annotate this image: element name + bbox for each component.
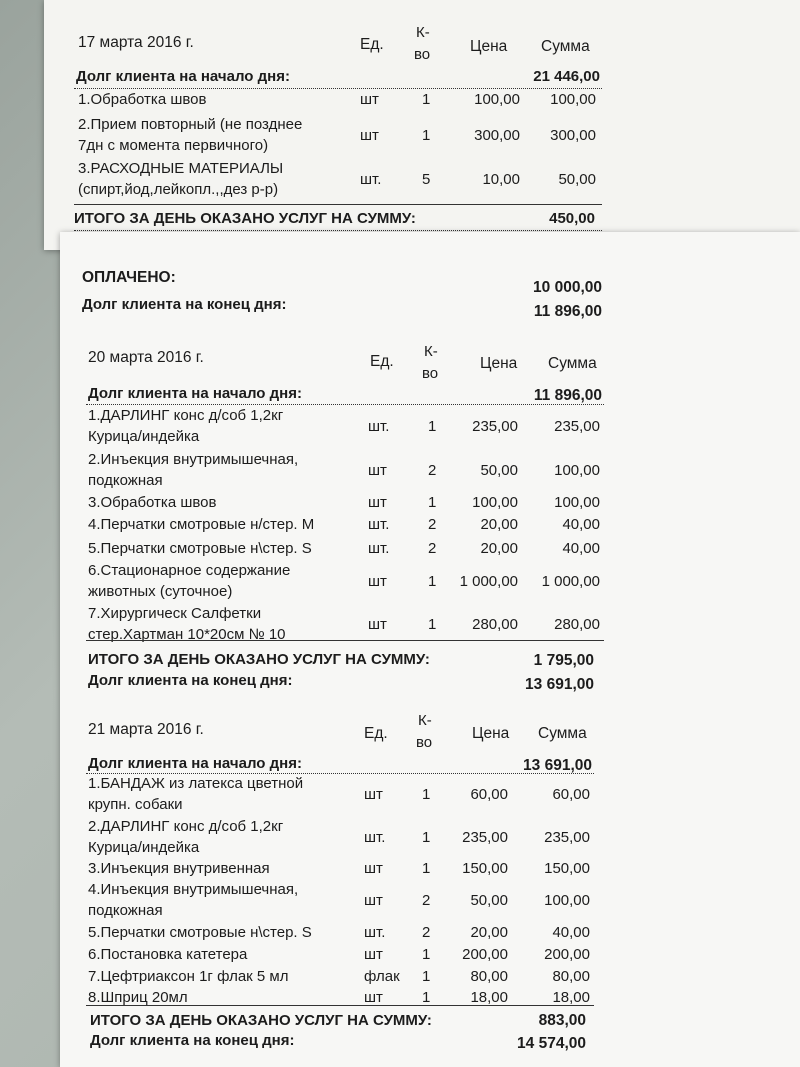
- debt-start-value: 11 896,00: [533, 387, 602, 404]
- item-price: 280,00: [472, 616, 518, 633]
- item-name: 3.Инъекция внутривенная: [88, 860, 270, 877]
- item-sum: 150,00: [544, 860, 590, 877]
- date-day2: 20 марта 2016 г.: [88, 349, 204, 366]
- item-price: 200,00: [462, 946, 508, 963]
- item-sum: 100,00: [554, 462, 600, 479]
- item-name: 4.Перчатки смотровые н/стер. M: [88, 516, 315, 533]
- col-qty-header-1: К-: [418, 712, 432, 729]
- item-price: 235,00: [472, 418, 518, 435]
- item-unit: шт: [368, 573, 387, 590]
- receipt-sheet-top: [44, 0, 800, 250]
- total-value: 883,00: [538, 1012, 586, 1029]
- debt-end-value: 13 691,00: [525, 676, 594, 693]
- total-value: 450,00: [549, 210, 595, 227]
- item-sum: 100,00: [550, 91, 596, 108]
- item-qty: 1: [422, 829, 431, 846]
- item-name-line2: подкожная: [88, 472, 163, 489]
- debt-end-label: Долг клиента на конец дня:: [90, 1032, 295, 1049]
- item-price: 20,00: [480, 516, 518, 533]
- total-label: ИТОГО ЗА ДЕНЬ ОКАЗАНО УСЛУГ НА СУММУ:: [74, 210, 416, 227]
- item-qty: 1: [422, 860, 431, 877]
- item-qty: 1: [422, 946, 431, 963]
- item-unit: шт: [364, 860, 383, 877]
- item-name-line2: Курица/индейка: [88, 839, 200, 856]
- divider: [74, 230, 602, 231]
- debt-end-value: 14 574,00: [517, 1035, 586, 1052]
- item-sum: 40,00: [562, 516, 600, 533]
- item-name-line2: Курица/индейка: [88, 428, 200, 445]
- item-price: 1 000,00: [459, 573, 518, 590]
- item-price: 300,00: [474, 127, 520, 144]
- item-qty: 1: [422, 91, 431, 108]
- divider: [86, 1005, 594, 1006]
- item-name: 2.Инъекция внутримышечная,: [88, 451, 299, 468]
- item-name: 4.Инъекция внутримышечная,: [88, 881, 299, 898]
- item-sum: 300,00: [550, 127, 596, 144]
- item-sum: 235,00: [554, 418, 600, 435]
- total-value: 1 795,00: [533, 652, 594, 669]
- item-unit: шт: [360, 91, 379, 108]
- divider: [74, 204, 602, 205]
- item-unit: шт.: [368, 516, 390, 533]
- item-price: 50,00: [480, 462, 518, 479]
- item-price: 20,00: [470, 924, 508, 941]
- item-name-line2: животных (суточное): [88, 583, 233, 600]
- debt-start-label: Долг клиента на начало дня:: [88, 755, 302, 772]
- debt-end-label: Долг клиента на конец дня:: [82, 296, 287, 313]
- item-sum: 60,00: [552, 786, 590, 803]
- item-name: 5.Перчатки смотровые н\стер. S: [88, 540, 312, 557]
- item-sum: 50,00: [558, 171, 596, 188]
- item-sum: 235,00: [544, 829, 590, 846]
- item-qty: 1: [428, 494, 437, 511]
- item-name: 8.Шприц 20мл: [88, 989, 188, 1006]
- item-qty: 1: [422, 786, 431, 803]
- item-name: 5.Перчатки смотровые н\стер. S: [88, 924, 312, 941]
- item-sum: 100,00: [544, 892, 590, 909]
- divider: [86, 404, 604, 405]
- receipt-sheet-bottom: [60, 232, 800, 1067]
- item-unit: шт.: [364, 829, 386, 846]
- divider: [74, 88, 602, 89]
- item-qty: 1: [428, 418, 437, 435]
- item-name-line2: подкожная: [88, 902, 163, 919]
- item-qty: 1: [428, 573, 437, 590]
- item-name: 1.Обработка швов: [78, 91, 207, 108]
- col-qty-header-1: К-: [416, 24, 430, 41]
- item-price: 150,00: [462, 860, 508, 877]
- item-unit: шт: [364, 989, 383, 1006]
- date-day3: 21 марта 2016 г.: [88, 721, 204, 738]
- col-price-header: Цена: [470, 38, 508, 55]
- item-name: 6.Стационарное содержание: [88, 562, 291, 579]
- item-name-line2: (спирт,йод,лейкопл.,,дез р-р): [78, 181, 279, 198]
- total-label: ИТОГО ЗА ДЕНЬ ОКАЗАНО УСЛУГ НА СУММУ:: [88, 651, 430, 668]
- paid-value: 10 000,00: [533, 279, 602, 296]
- col-price-header: Цена: [472, 725, 510, 742]
- item-name: 7.Цефтриаксон 1г флак 5 мл: [88, 968, 289, 985]
- paid-label: ОПЛАЧЕНО:: [82, 269, 176, 286]
- item-qty: 2: [422, 924, 431, 941]
- item-name: 1.ДАРЛИНГ конс д/соб 1,2кг: [88, 407, 284, 424]
- col-qty-header-2: во: [416, 734, 433, 751]
- col-unit-header: Ед.: [360, 36, 384, 53]
- item-unit: шт: [368, 616, 387, 633]
- item-unit: шт.: [368, 540, 390, 557]
- col-qty-header-2: во: [422, 365, 439, 382]
- item-sum: 18,00: [552, 989, 590, 1006]
- debt-start-label: Долг клиента на начало дня:: [88, 385, 302, 402]
- item-name: 3.РАСХОДНЫЕ МАТЕРИАЛЫ: [78, 160, 284, 177]
- divider: [86, 640, 604, 641]
- item-qty: 1: [422, 127, 431, 144]
- debt-end-label: Долг клиента на конец дня:: [88, 672, 293, 689]
- item-price: 60,00: [470, 786, 508, 803]
- item-unit: шт: [368, 462, 387, 479]
- item-unit: шт: [360, 127, 379, 144]
- item-unit: шт: [368, 494, 387, 511]
- item-name: 2.ДАРЛИНГ конс д/соб 1,2кг: [88, 818, 284, 835]
- item-name: 7.Хирургическ Салфетки: [88, 605, 262, 622]
- item-sum: 200,00: [544, 946, 590, 963]
- item-qty: 1: [422, 989, 431, 1006]
- col-sum-header: Сумма: [538, 725, 587, 742]
- item-price: 10,00: [482, 171, 520, 188]
- item-sum: 280,00: [554, 616, 600, 633]
- item-sum: 100,00: [554, 494, 600, 511]
- item-price: 100,00: [474, 91, 520, 108]
- item-sum: 1 000,00: [541, 573, 600, 590]
- col-price-header: Цена: [480, 355, 518, 372]
- item-qty: 2: [428, 540, 437, 557]
- item-unit: шт: [364, 946, 383, 963]
- item-name: 2.Прием повторный (не позднее: [78, 116, 303, 133]
- total-label: ИТОГО ЗА ДЕНЬ ОКАЗАНО УСЛУГ НА СУММУ:: [90, 1012, 432, 1029]
- col-sum-header: Сумма: [541, 38, 590, 55]
- item-unit: шт.: [368, 418, 390, 435]
- item-qty: 2: [422, 892, 431, 909]
- item-unit: шт: [364, 892, 383, 909]
- item-price: 80,00: [470, 968, 508, 985]
- col-unit-header: Ед.: [364, 725, 388, 742]
- item-sum: 80,00: [552, 968, 590, 985]
- item-sum: 40,00: [562, 540, 600, 557]
- item-name: 6.Постановка катетера: [88, 946, 248, 963]
- divider: [86, 773, 594, 774]
- date-day1: 17 марта 2016 г.: [78, 34, 194, 51]
- item-price: 100,00: [472, 494, 518, 511]
- item-qty: 1: [428, 616, 437, 633]
- item-unit: шт: [364, 786, 383, 803]
- debt-end-value: 11 896,00: [533, 303, 602, 320]
- item-price: 20,00: [480, 540, 518, 557]
- col-unit-header: Ед.: [370, 353, 394, 370]
- item-unit: флак: [364, 968, 400, 985]
- item-name: 3.Обработка швов: [88, 494, 217, 511]
- item-qty: 5: [422, 171, 431, 188]
- debt-start-value: 21 446,00: [533, 68, 600, 85]
- item-qty: 2: [428, 462, 437, 479]
- col-qty-header-1: К-: [424, 343, 438, 360]
- item-unit: шт.: [360, 171, 382, 188]
- item-unit: шт.: [364, 924, 386, 941]
- debt-start-value: 13 691,00: [523, 757, 592, 774]
- item-name-line2: крупн. собаки: [88, 796, 183, 813]
- item-qty: 2: [428, 516, 437, 533]
- item-sum: 40,00: [552, 924, 590, 941]
- col-qty-header-2: во: [414, 46, 431, 63]
- item-price: 18,00: [470, 989, 508, 1006]
- item-name-line2: стер.Хартман 10*20см № 10: [88, 626, 286, 643]
- item-price: 235,00: [462, 829, 508, 846]
- item-name-line2: 7дн с момента первичного): [78, 137, 269, 154]
- item-name: 1.БАНДАЖ из латекса цветной: [88, 775, 304, 792]
- item-qty: 1: [422, 968, 431, 985]
- item-price: 50,00: [470, 892, 508, 909]
- col-sum-header: Сумма: [548, 355, 597, 372]
- debt-start-label: Долг клиента на начало дня:: [76, 68, 290, 85]
